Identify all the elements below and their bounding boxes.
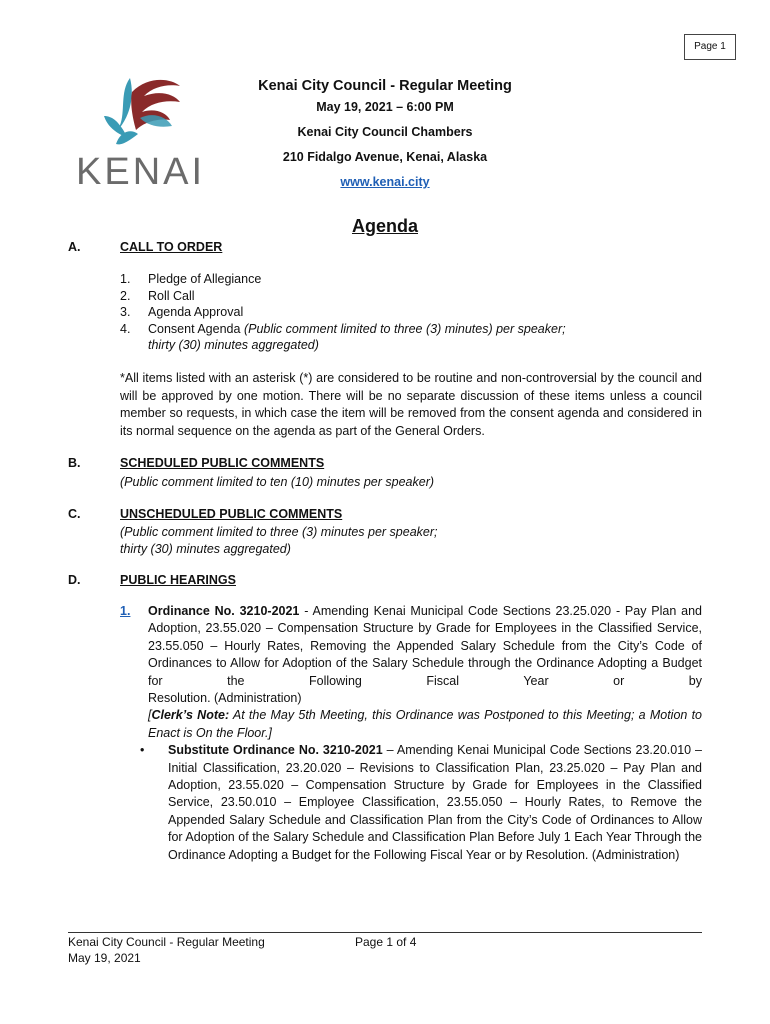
clerk-note-text: At the May 5th Meeting, this Ordinance was Postponed to this Meeting; a Motion to Enact is On the Floor.]: [148, 708, 702, 740]
list-item-text: Roll Call: [148, 288, 195, 303]
page-badge: Page 1: [684, 34, 736, 60]
meeting-address: 210 Fidalgo Avenue, Kenai, Alaska: [282, 150, 488, 164]
substitute-ordinance-item: [140, 742, 702, 864]
section-title-scheduled-comments: SCHEDULED PUBLIC COMMENTS: [120, 456, 325, 470]
website-link[interactable]: www.kenai.city: [340, 175, 430, 189]
call-to-order-list: [120, 271, 720, 354]
footer-meeting-info: [68, 935, 265, 966]
meeting-header: [250, 78, 520, 200]
unscheduled-note-line1: (Public comment limited to three (3) minutes per speaker;: [120, 525, 438, 539]
section-title-public-hearings: PUBLIC HEARINGS: [120, 573, 236, 587]
list-item: [120, 321, 720, 354]
substitute-ordinance-label: Substitute Ordinance No. 3210-2021: [168, 743, 383, 758]
unscheduled-comments-note: [120, 524, 438, 558]
clerk-note: [148, 707, 702, 742]
footer-page-number: Page 1 of 4: [355, 935, 417, 949]
list-item-number: 1.: [120, 272, 131, 286]
kenai-logo: [70, 72, 220, 192]
list-item: [120, 288, 720, 305]
hearing-item-number-link[interactable]: 1.: [120, 604, 131, 618]
meeting-title: Kenai City Council - Regular Meeting: [258, 78, 512, 94]
list-item-text: Agenda Approval: [148, 305, 244, 319]
scheduled-comments-note: (Public comment limited to ten (10) minutes per speaker): [120, 475, 435, 489]
list-item: [120, 271, 720, 288]
section-letter-c: C.: [68, 507, 81, 521]
bullet-icon: •: [140, 743, 145, 758]
consent-agenda-note-line2: thirty (30) minutes aggregated): [148, 338, 319, 352]
footer-meeting-title: Kenai City Council - Regular Meeting: [68, 935, 265, 949]
unscheduled-note-line2: thirty (30) minutes aggregated): [120, 542, 291, 556]
clerk-note-bracket: [: [148, 708, 152, 723]
section-letter-d: D.: [68, 573, 81, 587]
substitute-ordinance-text: – Amending Kenai Municipal Code Sections 23.20.010 – Initial Classification, 23.20.020 – Revisions to Classification Plan, 23.25.020 – Pay Plan and Adoption, 23.55.020 – Compensation Structure by Grade for Employees in the Classified Service, 23.50.010 – Employee Classification, 23.55.050 – Hourly Rates, to Remove the Appended Salary Schedule and Classification Plan from the City’s Code of Ordinances to Allow for Adoption of the Salary Schedule and Classification Plan Before July 1 Each Year Through the Ordinance Adopting a Budget for the Following Fiscal Year or by Resolution. (Administration): [168, 743, 703, 862]
list-item-text: Pledge of Allegiance: [148, 272, 262, 286]
clerk-note-label: Clerk’s Note:: [151, 708, 230, 723]
agenda-title: Agenda: [351, 216, 418, 236]
section-title-call-to-order: CALL TO ORDER: [120, 240, 223, 254]
footer-divider: [68, 932, 702, 933]
list-item-number: 3.: [120, 305, 131, 319]
list-item: [120, 304, 720, 321]
section-letter-b: B.: [68, 456, 81, 470]
ordinance-text-end: Resolution. (Administration): [148, 691, 302, 706]
logo-text: KENAI: [76, 151, 206, 192]
meeting-date-time: May 19, 2021 – 6:00 PM: [316, 100, 454, 114]
meeting-location: Kenai City Council Chambers: [297, 125, 473, 139]
kenai-fish-logo-icon: [70, 72, 220, 192]
consent-agenda-note: (Public comment limited to three (3) minutes) per speaker;: [243, 321, 566, 336]
list-item-number: 2.: [120, 288, 131, 303]
footer-meeting-date: May 19, 2021: [68, 950, 141, 965]
public-hearing-item: [120, 603, 702, 864]
asterisk-note: *All items listed with an asterisk (*) are considered to be routine and non-controversial by the council and will be approved by one motion. There will be no separate discussion of these items unless a council member so requests, in which case the item will be removed from the consent agenda and considered in its normal sequence on the agenda as part of the General Orders.: [120, 371, 702, 438]
list-item-text: Consent Agenda: [148, 321, 241, 336]
section-letter-a: A.: [68, 240, 81, 254]
list-item-number: 4.: [120, 321, 131, 336]
section-title-unscheduled-comments: UNSCHEDULED PUBLIC COMMENTS: [120, 507, 343, 521]
ordinance-text: - Amending Kenai Municipal Code Sections 23.25.020 - Pay Plan and Adoption, 23.55.020 – Compensation Structure by Grade for Employees in the Classified Service, 23.55.050 – Hourly Rates, Removing the Appended Salary Schedule from the City’s Code of Ordinances to Allow for Adoption of the Salary Schedule through the Ordinance Adopting a Budget for the Following Fiscal Year or by: [148, 604, 702, 688]
ordinance-label: Ordinance No. 3210-2021: [148, 604, 300, 618]
